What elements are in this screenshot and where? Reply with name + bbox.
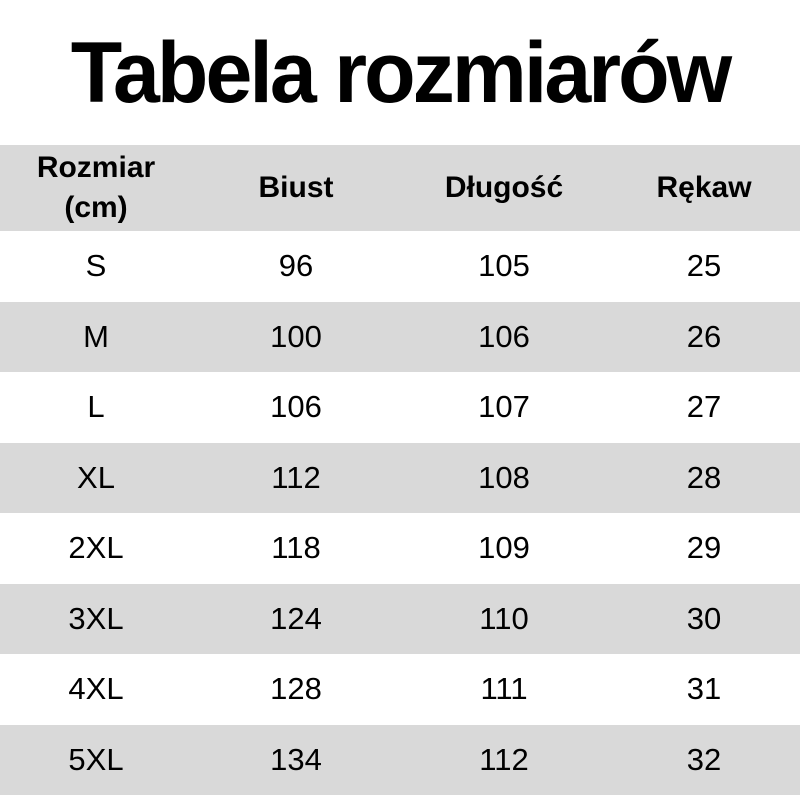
bust-cell: 100 [192,302,400,373]
length-cell: 107 [400,372,608,443]
size-cell: 2XL [0,513,192,584]
size-cell: S [0,231,192,302]
sleeve-cell: 31 [608,654,800,725]
bust-cell: 134 [192,725,400,796]
length-cell: 110 [400,584,608,655]
column-header-length: Długość [400,145,608,231]
length-cell: 108 [400,443,608,514]
length-cell: 109 [400,513,608,584]
length-cell: 112 [400,725,608,796]
sleeve-cell: 32 [608,725,800,796]
table-row-xl [0,443,800,514]
column-header-size [0,145,192,231]
bust-cell: 96 [192,231,400,302]
length-cell: 111 [400,654,608,725]
bust-cell: 106 [192,372,400,443]
size-cell: 3XL [0,584,192,655]
size-table [0,145,800,795]
bust-cell: 112 [192,443,400,514]
bust-cell: 128 [192,654,400,725]
table-row-m [0,302,800,373]
page-title: Tabela rozmiarów [70,24,730,121]
size-cell: XL [0,443,192,514]
length-cell: 106 [400,302,608,373]
sleeve-cell: 30 [608,584,800,655]
column-header-bust: Biust [192,145,400,231]
sleeve-cell: 29 [608,513,800,584]
table-row-4xl [0,654,800,725]
table-row-5xl [0,725,800,796]
table-row-3xl [0,584,800,655]
table-row-2xl [0,513,800,584]
table-header-row [0,145,800,231]
bust-cell: 124 [192,584,400,655]
sleeve-cell: 28 [608,443,800,514]
column-header-size-line1: Rozmiar [36,151,156,184]
sleeve-cell: 27 [608,372,800,443]
size-cell: L [0,372,192,443]
column-header-size-line2: (cm) [64,191,128,224]
size-cell: 5XL [0,725,192,796]
length-cell: 105 [400,231,608,302]
size-cell: M [0,302,192,373]
size-cell: 4XL [0,654,192,725]
sleeve-cell: 26 [608,302,800,373]
sleeve-cell: 25 [608,231,800,302]
table-row-s [0,231,800,302]
bust-cell: 118 [192,513,400,584]
column-header-sleeve: Rękaw [608,145,800,231]
table-row-l [0,372,800,443]
